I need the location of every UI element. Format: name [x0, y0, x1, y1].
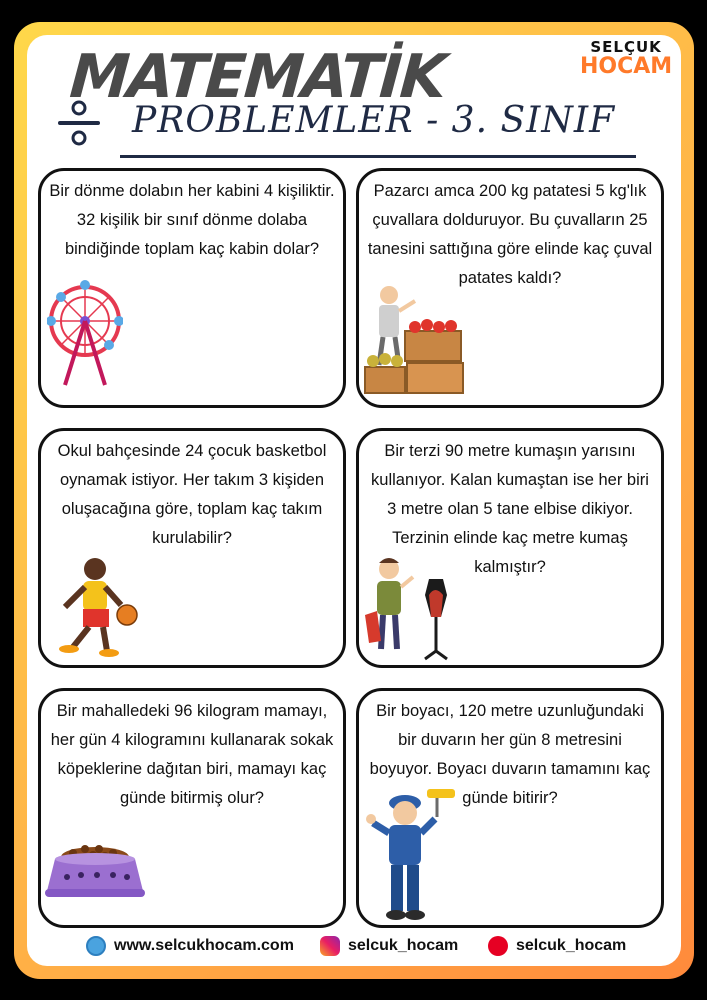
problem-text: Bir dönme dolabın her kabini 4 kişiliktir. 32 kişilik bir sınıf dönme dolaba bindiğinde toplam kaç kabin dolar?	[49, 182, 335, 258]
problem-text: Okul bahçesinde 24 çocuk basketbol oynamak istiyor. Her takım 3 kişiden oluşacağına göre, toplam kaç takım kurulabilir?	[57, 442, 327, 547]
globe-icon	[86, 936, 106, 956]
page-subtitle: PROBLEMLER - 3. SINIF	[132, 100, 616, 141]
market-vendor-icon	[363, 281, 467, 397]
tailor-icon	[363, 555, 455, 663]
pinterest-link[interactable]	[488, 936, 626, 956]
problem-card-4	[356, 428, 664, 668]
instagram-link[interactable]	[320, 936, 458, 956]
brand-logo	[580, 38, 672, 78]
problem-text: Bir mahalledeki 96 kilogram mamayı, her gün 4 kilogramını kullanarak sokak köpeklerine dağıtan biri, mamayı kaç günde bitirmiş olur?	[50, 702, 334, 807]
website-text: www.selcukhocam.com	[114, 937, 294, 954]
instagram-text: selcuk_hocam	[348, 937, 459, 954]
problem-card-3	[38, 428, 346, 668]
footer	[0, 936, 707, 960]
page-title: MATEMATİK	[67, 42, 447, 112]
title-underline	[120, 155, 636, 158]
painter-icon	[363, 789, 459, 925]
problem-card-2	[356, 168, 664, 408]
instagram-icon	[320, 936, 340, 956]
website-link[interactable]	[86, 936, 294, 956]
division-icon	[56, 100, 102, 146]
brand-bottom: HOCAM	[580, 54, 673, 79]
brand-top: SELÇUK	[590, 38, 662, 56]
problem-text: Bir terzi 90 metre kumaşın yarısını kullanıyor. Kalan kumaştan ise her biri 3 metre olan 5 tane elbise dikiyor. Terzinin elinde kaç metre kumaş kalmıştır?	[371, 442, 649, 576]
pinterest-icon	[488, 936, 508, 956]
problem-card-1	[38, 168, 346, 408]
problem-card-5	[38, 688, 346, 928]
pet-food-bowl-icon	[43, 841, 147, 901]
basketball-player-icon	[45, 555, 145, 659]
ferris-wheel-icon	[47, 279, 123, 389]
pinterest-text: selcuk_hocam	[516, 937, 627, 954]
problem-text: Pazarcı amca 200 kg patatesi 5 kg'lık çuvallara dolduruyor. Bu çuvalların 25 tanesini sattığına göre elinde kaç çuval patates kaldı?	[367, 182, 653, 287]
problem-card-6	[356, 688, 664, 928]
problem-text: Bir boyacı, 120 metre uzunluğundaki bir duvarın her gün 8 metresini boyuyor. Boyacı duvarın tamamını kaç günde bitirir?	[369, 702, 651, 807]
